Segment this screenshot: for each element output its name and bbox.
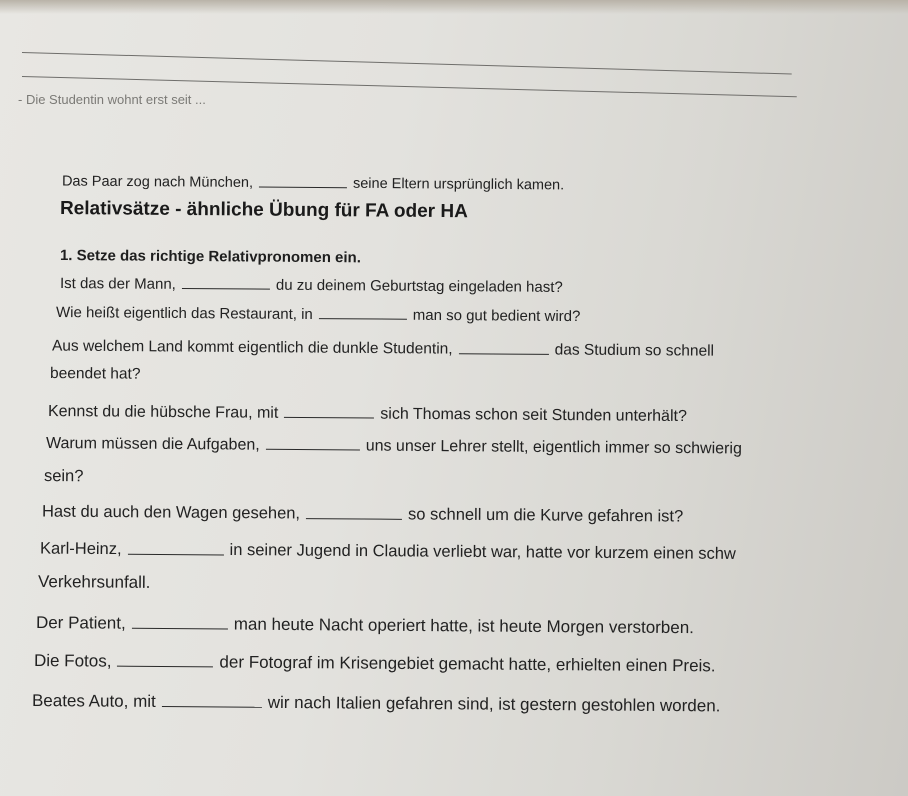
- exercise-1-after: du zu deinem Geburtstag eingeladen hast?: [275, 276, 563, 296]
- exercise-11-blank[interactable]: [132, 611, 228, 630]
- exercise-line-5: [48, 399, 687, 426]
- exercise-13-blank[interactable]: [162, 689, 262, 708]
- exercise-line-2: [56, 301, 581, 325]
- exercise-3-blank[interactable]: [459, 337, 549, 354]
- exercise-line-9: [40, 536, 736, 564]
- exercise-5-before: Kennst du die hübsche Frau, mit: [47, 403, 279, 422]
- exercise-9-after: in seiner Jugend in Claudia verliebt war, hatte vor kurzem einen schw: [229, 540, 736, 563]
- intro-after: seine Eltern ursprünglich kamen.: [352, 175, 565, 194]
- exercise-line-1: [60, 272, 563, 296]
- exercise-1-blank[interactable]: [182, 273, 270, 290]
- exercise-line-10: [38, 572, 151, 593]
- intro-sentence: [62, 170, 564, 193]
- exercise-8-blank[interactable]: [306, 501, 402, 519]
- exercise-line-3: [52, 334, 714, 361]
- exercise-11-before: Der Patient,: [35, 613, 126, 633]
- exercise-5-blank[interactable]: [284, 401, 374, 419]
- exercise-12-blank[interactable]: [117, 649, 213, 668]
- exercise-3-after: das Studium so schnell: [554, 341, 715, 360]
- exercise-11-after: man heute Nacht operiert hatte, ist heute Morgen verstorben.: [233, 614, 695, 638]
- top-note: - Die Studentin wohnt erst seit ...: [18, 92, 206, 107]
- exercise-line-8: [42, 499, 683, 527]
- exercise-line-13: [32, 688, 721, 716]
- exercise-2-before: Wie heißt eigentlich das Restaurant, in: [55, 304, 313, 324]
- exercise-7-before: sein?: [43, 467, 84, 486]
- exercise-13-before: Beates Auto, mit: [31, 691, 156, 711]
- exercise-2-after: man so gut bedient wird?: [412, 306, 581, 326]
- page-title: Relativsätze - ähnliche Übung für FA oder HA: [59, 198, 468, 223]
- exercise-5-after: sich Thomas schon seit Stunden unterhält?: [380, 405, 687, 426]
- paper-edge-shadow: [0, 0, 908, 14]
- exercise-line-7: [44, 467, 84, 486]
- exercise-line-12: [34, 648, 716, 676]
- writing-line-1: [22, 52, 792, 74]
- exercise-9-blank[interactable]: [128, 537, 224, 555]
- exercise-line-11: [36, 610, 694, 638]
- exercise-line-6: [46, 431, 742, 458]
- exercise-8-after: so schnell um die Kurve gefahren ist?: [407, 505, 684, 526]
- exercise-3-before: Aus welchem Land kommt eigentlich die dunkle Studentin,: [51, 337, 453, 358]
- exercise-6-before: Warum müssen die Aufgaben,: [45, 435, 260, 454]
- exercise-4-before: beendet hat?: [49, 365, 141, 383]
- intro-blank[interactable]: [259, 172, 347, 188]
- exercise-8-before: Hast du auch den Wagen gesehen,: [41, 502, 301, 523]
- exercise-6-blank[interactable]: [266, 433, 360, 451]
- exercise-6-after: uns unser Lehrer stellt, eigentlich immer so schwierig: [365, 437, 742, 458]
- intro-before: Das Paar zog nach München,: [61, 173, 254, 192]
- exercise-9-before: Karl-Heinz,: [39, 539, 122, 559]
- exercise-12-after: der Fotograf im Krisengebiet gemacht hatte, erhielten einen Preis.: [219, 652, 716, 676]
- exercise-13-after: wir nach Italien gefahren sind, ist gestern gestohlen worden.: [267, 692, 721, 716]
- exercise-2-blank[interactable]: [319, 303, 407, 320]
- exercise-1-before: Ist das der Mann,: [59, 275, 176, 293]
- exercise-10-before: Verkehrsunfall.: [37, 572, 151, 592]
- task-instruction: 1. Setze das richtige Relativpronomen ein.: [59, 247, 361, 267]
- exercise-12-before: Die Fotos,: [33, 651, 112, 671]
- exercise-line-4: [50, 365, 141, 384]
